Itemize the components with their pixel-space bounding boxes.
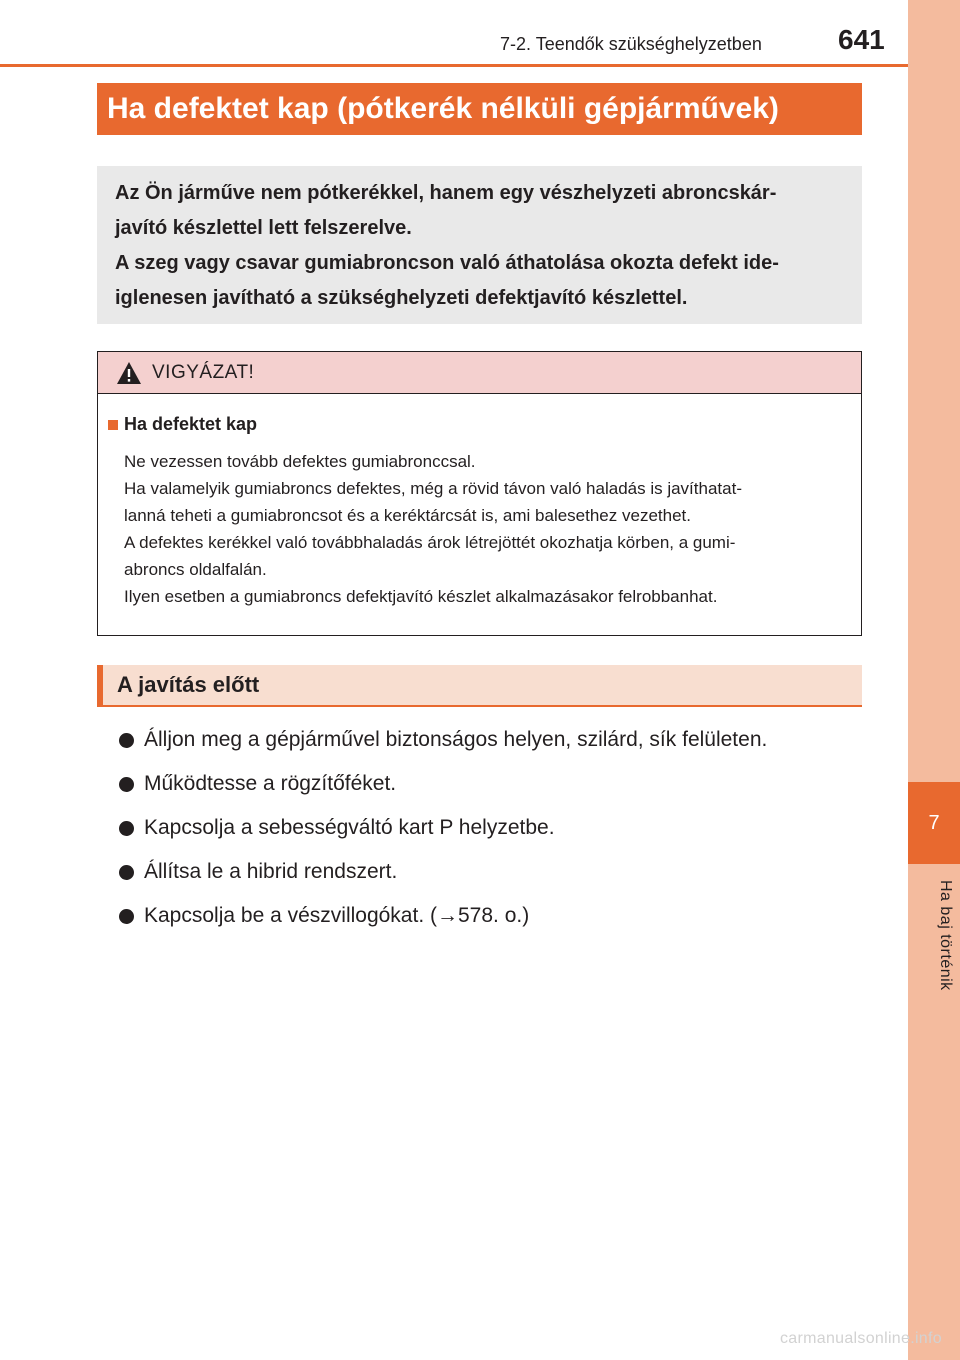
list-item-text: Működtesse a rögzítőféket.: [144, 772, 397, 795]
bullet-dot-icon: [119, 733, 134, 748]
header-rule: [0, 64, 908, 67]
square-bullet-icon: [108, 420, 118, 430]
warning-line: Ilyen esetben a gumiabroncs defektjavító készlet alkalmazásakor felrobbanhat.: [124, 587, 718, 606]
warning-line: abroncs oldalfalán.: [124, 560, 267, 579]
list-item: [119, 850, 767, 894]
bullet-list: [119, 718, 767, 938]
section-heading: [97, 665, 862, 707]
chapter-number: 7: [928, 811, 940, 834]
list-item: [119, 894, 767, 938]
warning-line: Ne vezessen tovább defektes gumiabronccsal.: [124, 452, 476, 471]
warning-text: [124, 448, 849, 610]
intro-line: A szeg vagy csavar gumiabroncson való áthatolása okozta defekt ide-: [115, 252, 779, 274]
list-item-text: Kapcsolja be a vészvillogókat. (→578. o.): [144, 904, 530, 927]
page-title-text: Ha defektet kap (pótkerék nélküli gépjárművek): [107, 92, 779, 125]
intro-box: [97, 166, 862, 324]
warning-subheading-text: Ha defektet kap: [124, 414, 258, 434]
list-item-text: Kapcsolja a sebességváltó kart P helyzetbe.: [144, 816, 555, 839]
list-item: [119, 806, 767, 850]
warning-line: A defektes kerékkel való továbbhaladás árok létrejöttét okozhatja körben, a gumi-: [124, 533, 736, 552]
list-item: [119, 762, 767, 806]
chapter-tab[interactable]: [908, 782, 960, 864]
bullet-dot-icon: [119, 821, 134, 836]
warning-subheading: [108, 414, 257, 435]
warning-label: VIGYÁZAT!: [152, 361, 255, 383]
warning-line: lanná teheti a gumiabroncsot és a keréktárcsát is, ami balesethez vezethet.: [124, 506, 691, 525]
side-band: [908, 0, 960, 1360]
watermark: carmanualsonline.info: [780, 1330, 942, 1347]
list-item-text: Álljon meg a gépjárművel biztonságos helyen, szilárd, sík felületen.: [144, 728, 768, 751]
list-item-text: Állítsa le a hibrid rendszert.: [144, 860, 398, 883]
bullet-dot-icon: [119, 865, 134, 880]
warning-header: [98, 352, 861, 394]
bullet-dot-icon: [119, 909, 134, 924]
warning-line: Ha valamelyik gumiabroncs defektes, még a rövid távon való haladás is javíthatat-: [124, 479, 742, 498]
warning-triangle-icon: [116, 361, 142, 385]
intro-line: Az Ön járműve nem pótkerékkel, hanem egy vészhelyzeti abroncskár-: [115, 182, 777, 204]
warning-box: [97, 351, 862, 636]
list-item: [119, 718, 767, 762]
page-number: 641: [838, 24, 885, 55]
intro-line: iglenesen javítható a szükséghelyzeti defektjavító készlettel.: [115, 287, 688, 309]
chapter-label: Ha baj történik: [937, 880, 954, 991]
bullet-dot-icon: [119, 777, 134, 792]
page-title: [97, 83, 862, 135]
intro-line: javító készlettel lett felszerelve.: [115, 217, 412, 239]
section-heading-text: A javítás előtt: [117, 672, 260, 697]
running-head: 7-2. Teendők szükséghelyzetben: [500, 34, 762, 54]
